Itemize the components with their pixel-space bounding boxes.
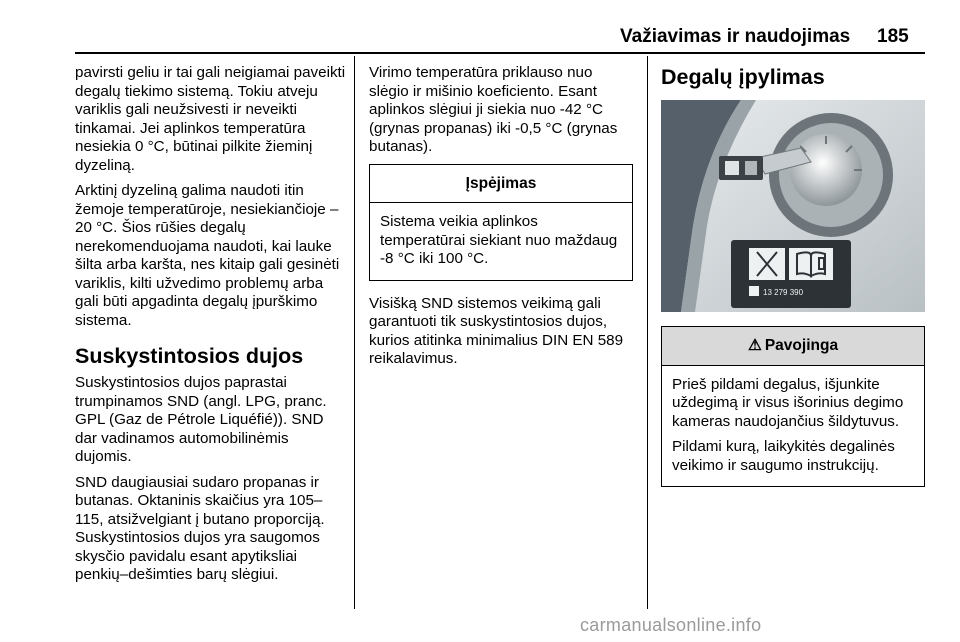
- fuel-filler-photo: [661, 100, 925, 312]
- heading-lpg: Suskystintosios dujos: [75, 344, 304, 368]
- paragraph-lpg-composition: SND daugiausiai sudaro propanas ir butanas. Oktaninis skaičius yra 105–115, atsižvelgiant į butano proporciją. Suskystintosios dujos yra saugomos skysčio pavidalu esant apytiksliai penkių–dešimties barų slėgiui.: [75, 473, 325, 583]
- notice-body: [370, 203, 632, 280]
- paragraph-diesel-freezing: pavirsti geliu ir tai gali neigiamai paveikti degalų tiekimo sistemą. Tokiu atveju variklis gali neužsivesti ir neveikti tinkamai. Jei aplinkos temperatūra nesiekia 0 °C, būtinai pilkite žieminį dyzeliną.: [75, 64, 346, 174]
- danger-title: Pavojinga: [764, 337, 839, 354]
- paragraph-din-en-589: Visišką SND sistemos veikimą gali garantuoti tik suskystintosios dujos, kurios atitinka minimalius DIN EN 589 reikalavimus.: [369, 294, 624, 367]
- notice-text: Sistema veikia aplinkos temperatūrai siekiant nuo maždaug -8 °C iki 100 °C.: [380, 213, 618, 267]
- page-number: 185: [877, 26, 909, 47]
- danger-text-instructions: Pildami kurą, laikykitės degalinės veikimo ir saugumo instrukcijų.: [672, 438, 895, 474]
- watermark: carmanualsonline.info: [580, 615, 762, 635]
- fuel-filler-illustration: [661, 100, 925, 312]
- heading-refuelling: Degalų įpylimas: [661, 65, 825, 89]
- danger-body: [662, 366, 924, 487]
- paragraph-lpg-intro: Suskystintosios dujos paprastai trumpinamos SND (angl. LPG, pranc. GPL (Gaz de Pétrole Liquéfié)). SND dar vadinamos automobilinėmis dujomis.: [75, 374, 327, 465]
- column-3: [661, 64, 925, 487]
- danger-text-ignition: Prieš pildami degalus, išjunkite uždegimą ir visus išorinius degimo kameras naudojančius šildytuvus.: [672, 375, 904, 430]
- header-rule: [75, 52, 925, 54]
- column-2: [369, 64, 633, 376]
- notice-box: [369, 164, 633, 281]
- warning-triangle-icon: ⚠: [747, 337, 762, 354]
- notice-title: Įspėjimas: [370, 165, 632, 204]
- column-divider-right: [647, 56, 648, 609]
- paragraph-boiling-temp: Virimo temperatūra priklauso nuo slėgio ir mišinio koeficiento. Esant aplinkos slėgiui ji siekia nuo -42 °C (grynas propanas) iki -0,5 °C (grynas butanas).: [369, 64, 618, 155]
- page-header: [0, 0, 960, 52]
- danger-title-bar: [662, 327, 924, 366]
- column-1: [75, 64, 347, 592]
- column-divider-left: [354, 56, 355, 609]
- photo-reference-code: 13 279 390: [763, 288, 804, 297]
- danger-box: [661, 326, 925, 487]
- section-title: Važiavimas ir naudojimas: [620, 26, 851, 47]
- paragraph-arctic-diesel: Arktinį dyzeliną galima naudoti itin žemoje temperatūroje, nesiekiančioje –20 °C. Šios rūšies degalų nerekomenduojama naudoti, kai lauke šilta arba karšta, nes kitaip gali gesinėti variklis, kilti užvedimo problemų arba gali būti apgadinta degalų įpurškimo sistema.: [75, 182, 340, 329]
